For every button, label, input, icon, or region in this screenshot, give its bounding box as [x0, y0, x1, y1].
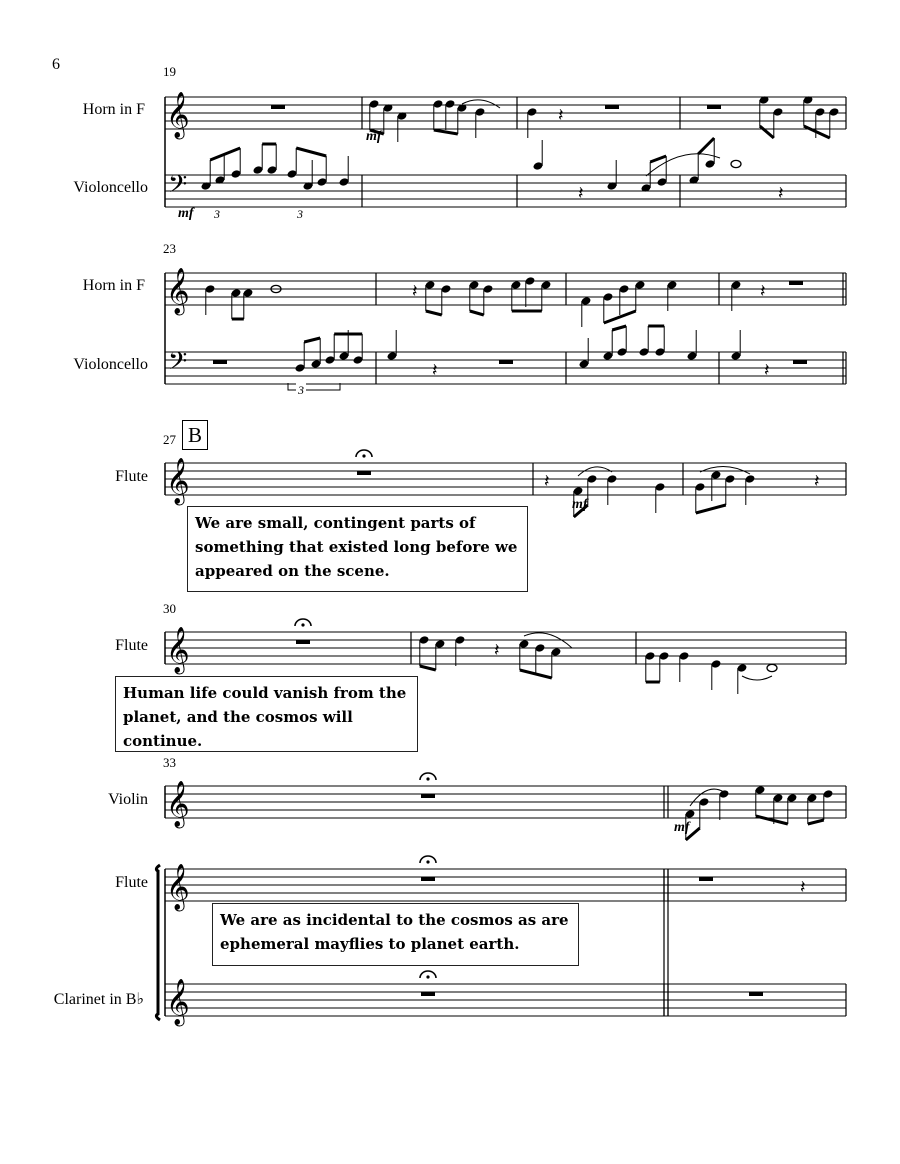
rest-symbol [421, 877, 435, 881]
fermata-icon [426, 777, 429, 780]
tuplet-number: 3 [214, 207, 220, 221]
instrument-label: Violin [108, 791, 148, 808]
instrument-label: Flute [115, 874, 148, 891]
rest-symbol: 𝄽 [544, 471, 550, 492]
rest-symbol [357, 471, 371, 475]
measure-number: 30 [163, 601, 176, 616]
note-beam [804, 126, 830, 138]
note-beam [296, 148, 326, 156]
fermata-icon [426, 860, 429, 863]
rest-symbol [296, 640, 310, 644]
note-beam [612, 326, 626, 330]
treble-clef-icon: 𝄞 [166, 458, 190, 504]
note-beam [756, 816, 788, 824]
bass-clef-icon: 𝄢 [168, 170, 188, 205]
rest-symbol [699, 877, 713, 881]
note-beam [650, 156, 666, 162]
instrument-label: Flute [115, 637, 148, 654]
note-beam [698, 138, 714, 154]
rest-symbol [271, 105, 285, 109]
rest-symbol: 𝄽 [578, 183, 584, 204]
dynamic-marking: mf [572, 497, 588, 512]
rest-symbol: 𝄽 [760, 281, 766, 302]
fermata-icon [426, 975, 429, 978]
note-beam [434, 130, 458, 134]
dynamic-marking: mf [366, 129, 382, 144]
note-beam [304, 338, 320, 342]
note-beam [470, 311, 484, 315]
quote-box: We are as incidental to the cosmos as are ephemeral mayflies to planet earth. [212, 903, 579, 966]
tuplet-number: 3 [298, 383, 304, 397]
instrument-label: Clarinet in B♭ [53, 991, 144, 1008]
note-beam [808, 820, 824, 824]
note-beam [420, 666, 436, 670]
tuplet-number: 3 [297, 207, 303, 221]
rest-symbol [789, 281, 803, 285]
bass-clef-icon: 𝄢 [168, 347, 188, 382]
rest-symbol [793, 360, 807, 364]
note-beam [210, 148, 240, 160]
rest-symbol: 𝄽 [778, 183, 784, 204]
measure-number: 33 [163, 755, 176, 770]
instrument-label: Horn in F [82, 101, 145, 118]
rest-symbol: 𝄽 [494, 640, 500, 661]
measure-number: 27 [163, 432, 176, 447]
instrument-label: Horn in F [82, 277, 145, 294]
measure-number: 23 [163, 241, 176, 256]
rest-symbol: 𝄽 [814, 471, 820, 492]
treble-clef-icon: 𝄞 [166, 781, 190, 827]
rest-symbol: 𝄽 [764, 360, 770, 381]
fermata-icon [362, 454, 365, 457]
rest-symbol [749, 992, 763, 996]
system-bracket [156, 865, 160, 1020]
note-head [731, 160, 741, 167]
treble-clef-icon: 𝄞 [166, 864, 190, 910]
instrument-label: Flute [115, 468, 148, 485]
quote-box: Human life could vanish from the planet, and the cosmos will continue. [115, 676, 418, 752]
rest-symbol: 𝄽 [558, 105, 564, 126]
note-beam [696, 505, 726, 513]
note-beam [760, 126, 774, 138]
page-number: 6 [52, 56, 60, 73]
rest-symbol [707, 105, 721, 109]
rest-symbol: 𝄽 [412, 281, 418, 302]
treble-clef-icon: 𝄞 [166, 627, 190, 673]
dynamic-marking: mf [178, 206, 194, 221]
treble-clef-icon: 𝄞 [166, 979, 190, 1025]
instrument-label: Violoncello [73, 356, 148, 373]
slur [700, 466, 750, 474]
rest-symbol: 𝄽 [800, 877, 806, 898]
measure-number: 19 [163, 64, 176, 79]
fermata-icon [301, 623, 304, 626]
quote-box: We are small, contingent parts of something that existed long before we appeared on the scene. [187, 506, 528, 592]
rest-symbol [499, 360, 513, 364]
rest-symbol [605, 105, 619, 109]
rest-symbol: 𝄽 [432, 360, 438, 381]
rehearsal-mark: B [182, 420, 208, 450]
rest-symbol [213, 360, 227, 364]
dynamic-marking: mf [674, 820, 690, 835]
note-beam [426, 311, 442, 315]
note-head [767, 664, 777, 671]
rest-symbol [421, 992, 435, 996]
instrument-label: Violoncello [73, 179, 148, 196]
slur [462, 100, 500, 108]
treble-clef-icon: 𝄞 [166, 268, 190, 314]
rest-symbol [421, 794, 435, 798]
treble-clef-icon: 𝄞 [166, 92, 190, 138]
slur [742, 676, 772, 680]
